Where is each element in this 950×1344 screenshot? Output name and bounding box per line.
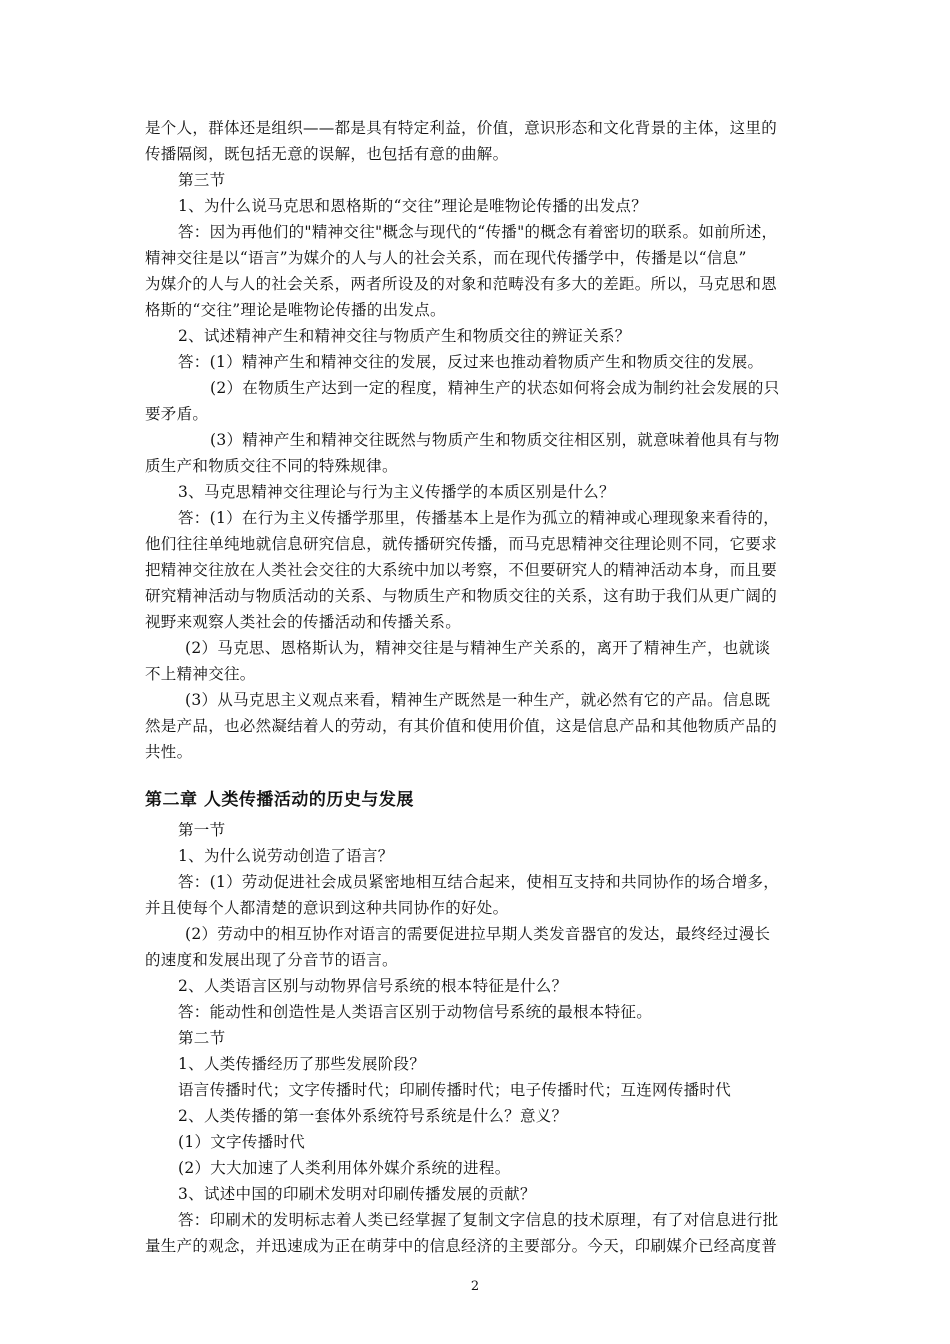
text-line: (2）马克思、恩格斯认为，精神交往是与精神生产关系的，离开了精神生产，也就谈 <box>185 639 771 657</box>
text-line: (1）文字传播时代 <box>178 1133 306 1151</box>
text-line: 把精神交往放在人类社会交往的大系统中加以考察，不但要研究人的精神活动本身，而且要 <box>145 561 778 579</box>
page-number: 2 <box>470 1279 480 1294</box>
text-line: 答：印刷术的发明标志着人类已经掌握了复制文字信息的技术原理，有了对信息进行批 <box>178 1211 779 1229</box>
text-line: 2、人类语言区别与动物界信号系统的根本特征是什么？ <box>178 977 568 995</box>
text-line: 第一节 <box>178 821 226 839</box>
text-line: (2）大大加速了人类利用体外媒介系统的进程。 <box>178 1159 511 1177</box>
text-line: 他们往往单纯地就信息研究信息，就传播研究传播，而马克思精神交往理论则不同，它要求 <box>145 535 778 553</box>
text-line: 研究精神活动与物质活动的关系、与物质生产和物质交往的关系，这有助于我们从更广阔的 <box>145 587 778 605</box>
text-line: 语言传播时代；文字传播时代；印刷传播时代；电子传播时代；互连网传播时代 <box>178 1081 732 1099</box>
text-line: 要矛盾。 <box>145 405 209 423</box>
text-line: 视野来观察人类社会的传播活动和传播关系。 <box>145 613 462 631</box>
text-line: 的速度和发展出现了分音节的语言。 <box>145 951 398 969</box>
text-line: 答：因为再他们的"精神交往"概念与现代的“传播"的概念有着密切的联系。如前所述， <box>178 223 778 241</box>
text-line: 3、试述中国的印刷术发明对印刷传播发展的贡献？ <box>178 1185 536 1203</box>
text-line: 3、马克思精神交往理论与行为主义传播学的本质区别是什么？ <box>178 483 615 501</box>
text-line: (3）精神产生和精神交往既然与物质产生和物质交往相区别，就意味着他具有与物 <box>210 431 780 449</box>
text-line: 然是产品，也必然凝结着人的劳动，有其价值和使用价值，这是信息产品和其他物质产品的 <box>145 717 778 735</box>
text-line: 并且使每个人都清楚的意识到这种共同协作的好处。 <box>145 899 509 917</box>
text-line: 精神交往是以“语言”为媒介的人与人的社会关系，而在现代传播学中，传播是以“信息” <box>145 249 747 267</box>
text-line: 1、为什么说马克思和恩格斯的“交往”理论是唯物论传播的出发点？ <box>178 197 648 215</box>
text-line: 传播隔阂，既包括无意的误解，也包括有意的曲解。 <box>145 145 509 163</box>
chapter-heading: 第二章 人类传播活动的历史与发展 <box>145 790 414 810</box>
text-line: 第二节 <box>178 1029 226 1047</box>
text-line: 格斯的“交往”理论是唯物论传播的出发点。 <box>145 301 446 319</box>
text-line: (2）在物质生产达到一定的程度，精神生产的状态如何将会成为制约社会发展的只 <box>210 379 780 397</box>
text-line: 为媒介的人与人的社会关系，两者所设及的对象和范畴没有多大的差距。所以，马克思和恩 <box>145 275 778 293</box>
text-line: (2）劳动中的相互协作对语言的需要促进拉早期人类发音器官的发达，最终经过漫长 <box>185 925 771 943</box>
text-line: 答：(1）在行为主义传播学那里，传播基本上是作为孤立的精神或心理现象来看待的， <box>178 509 780 527</box>
text-line: 不上精神交往。 <box>145 665 256 683</box>
text-line: 2、试述精神产生和精神交往与物质产生和物质交往的辨证关系？ <box>178 327 631 345</box>
text-line: 质生产和物质交往不同的特殊规律。 <box>145 457 398 475</box>
text-line: 是个人，群体还是组织——都是具有特定利益，价值，意识形态和文化背景的主体，这里的 <box>145 119 778 137</box>
text-line: 答：能动性和创造性是人类语言区别于动物信号系统的最根本特征。 <box>178 1003 653 1021</box>
text-line: (3）从马克思主义观点来看，精神生产既然是一种生产，就必然有它的产品。信息既 <box>185 691 771 709</box>
text-line: 1、为什么说劳动创造了语言？ <box>178 847 394 865</box>
text-line: 量生产的观念，并迅速成为正在萌芽中的信息经济的主要部分。今天，印刷媒介已经高度普 <box>145 1237 778 1255</box>
text-line: 第三节 <box>178 171 226 189</box>
text-line: 2、人类传播的第一套体外系统符号系统是什么？意义？ <box>178 1107 568 1125</box>
text-line: 共性。 <box>145 743 193 761</box>
text-line: 答：(1）劳动促进社会成员紧密地相互结合起来，使相互支持和共同协作的场合增多， <box>178 873 780 891</box>
text-line: 答：(1）精神产生和精神交往的发展，反过来也推动着物质产生和物质交往的发展。 <box>178 353 764 371</box>
text-line: 1、人类传播经历了那些发展阶段？ <box>178 1055 426 1073</box>
